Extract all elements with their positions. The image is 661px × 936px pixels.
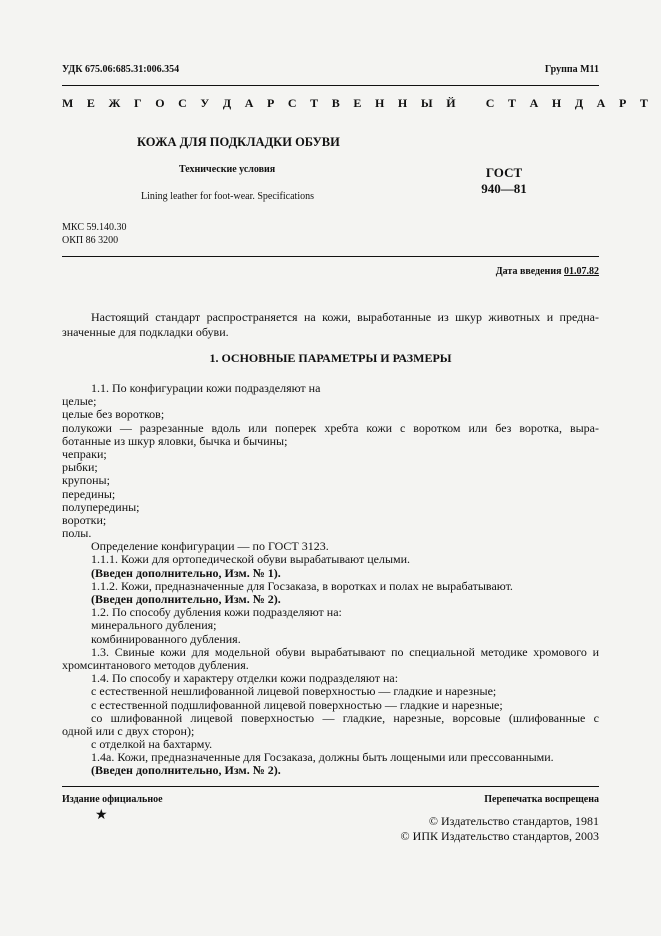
gost-label: ГОСТ	[485, 165, 523, 180]
document-title: КОЖА ДЛЯ ПОДКЛАДКИ ОБУВИ	[137, 135, 340, 149]
text-line: крупоны;	[62, 473, 110, 488]
copyright-1981: © Издательство стандартов, 1981	[428, 814, 599, 828]
intro-line: значенные для подкладки обуви.	[62, 324, 229, 339]
section-heading: 1. ОСНОВНЫЕ ПАРАМЕТРЫ И РАЗМЕРЫ	[209, 351, 452, 365]
text-line: воротки;	[62, 512, 107, 527]
reprint-prohibited: Перепечатка воспрещена	[484, 794, 599, 805]
okp-code: ОКП 86 3200	[62, 235, 119, 246]
text-line: полы.	[62, 526, 92, 541]
text-line: хромсинтанового методов дубления.	[62, 657, 249, 672]
text-line: рыбки;	[62, 460, 98, 475]
text-line: комбинированного дубления.	[91, 631, 241, 646]
intro-date	[496, 266, 599, 277]
intro-line: Настоящий стандарт распространяется на кожи, выработанные из шкур животных и предна-	[91, 310, 599, 324]
text-line: с естественной нешлифованной лицевой поверхностью — гладкие и нарезные;	[91, 684, 497, 699]
text-line: полукожи — разрезанные вдоль или поперек хребта кожи с воротком или без воротка, выра-	[62, 420, 599, 435]
intro-date-label: Дата введения	[495, 266, 562, 277]
amendment-note: (Введен дополнительно, Изм. № 1).	[91, 565, 281, 580]
udk-code: УДК 675.06:685.31:006.354	[62, 64, 180, 75]
copyright-2003: © ИПК Издательство стандартов, 2003	[400, 829, 599, 843]
document-subtitle: Технические условия	[179, 164, 276, 175]
footer-rule	[62, 786, 599, 787]
mks-code: МКС 59.140.30	[62, 222, 127, 233]
text-line: 1.1.1. Кожи для ортопедической обуви вырабатывают целыми.	[91, 552, 411, 567]
text-line: с естественной подшлифованной лицевой поверхностью — гладкие и нарезные;	[91, 697, 503, 712]
text-line: Определение конфигурации — по ГОСТ 3123.	[91, 539, 329, 554]
text-line: целые;	[62, 394, 97, 409]
intro-paragraph	[62, 310, 599, 339]
intro-date-value: 01.07.82	[564, 266, 599, 277]
text-line: минерального дубления;	[91, 618, 217, 633]
section-body	[62, 382, 599, 778]
top-rule	[62, 85, 599, 86]
official-edition: Издание официальное	[62, 794, 163, 805]
text-line: ботанные из шкур яловки, бычка и бычины;	[62, 433, 288, 448]
group-code: Группа М11	[544, 64, 599, 75]
amendment-note: (Введен дополнительно, Изм. № 2).	[91, 763, 281, 778]
text-line: 1.4. По способу и характеру отделки кожи подразделяют на:	[91, 671, 399, 686]
text-line: полупередины;	[62, 499, 140, 514]
text-line: 1.4а. Кожи, предназначенные для Госзаказа, должны быть лощеными или прессованными.	[91, 750, 554, 765]
standard-banner: М Е Ж Г О С У Д А Р С Т В Е Н Н Ы Й С Т А Н Д А Р Т	[62, 96, 654, 110]
text-line: 1.1. По конфигурации кожи подразделяют на	[91, 381, 321, 395]
text-line: со шлифованной лицевой поверхностью — гладкие, нарезные, ворсовые (шлифованные с	[91, 710, 599, 725]
text-line: 1.2. По способу дубления кожи подразделяют на:	[91, 605, 342, 620]
text-line: 1.3. Свиные кожи для модельной обуви вырабатывают по специальной методике хромового и	[91, 644, 599, 659]
text-line: целые без воротков;	[62, 407, 165, 422]
text-line: 1.1.2. Кожи, предназначенные для Госзаказа, в воротках и полах не вырабатывают.	[91, 578, 513, 593]
english-title: Lining leather for foot-wear. Specifications	[141, 191, 314, 202]
text-line: чепраки;	[62, 446, 107, 461]
star-icon: ★	[95, 808, 108, 823]
text-line: передины;	[62, 486, 116, 501]
codes-rule	[62, 256, 599, 257]
amendment-note: (Введен дополнительно, Изм. № 2).	[91, 592, 281, 606]
text-line: с отделкой на бахтарму.	[91, 737, 213, 752]
gost-number: 940—81	[481, 181, 527, 196]
text-line: одной или с двух сторон);	[62, 723, 195, 738]
